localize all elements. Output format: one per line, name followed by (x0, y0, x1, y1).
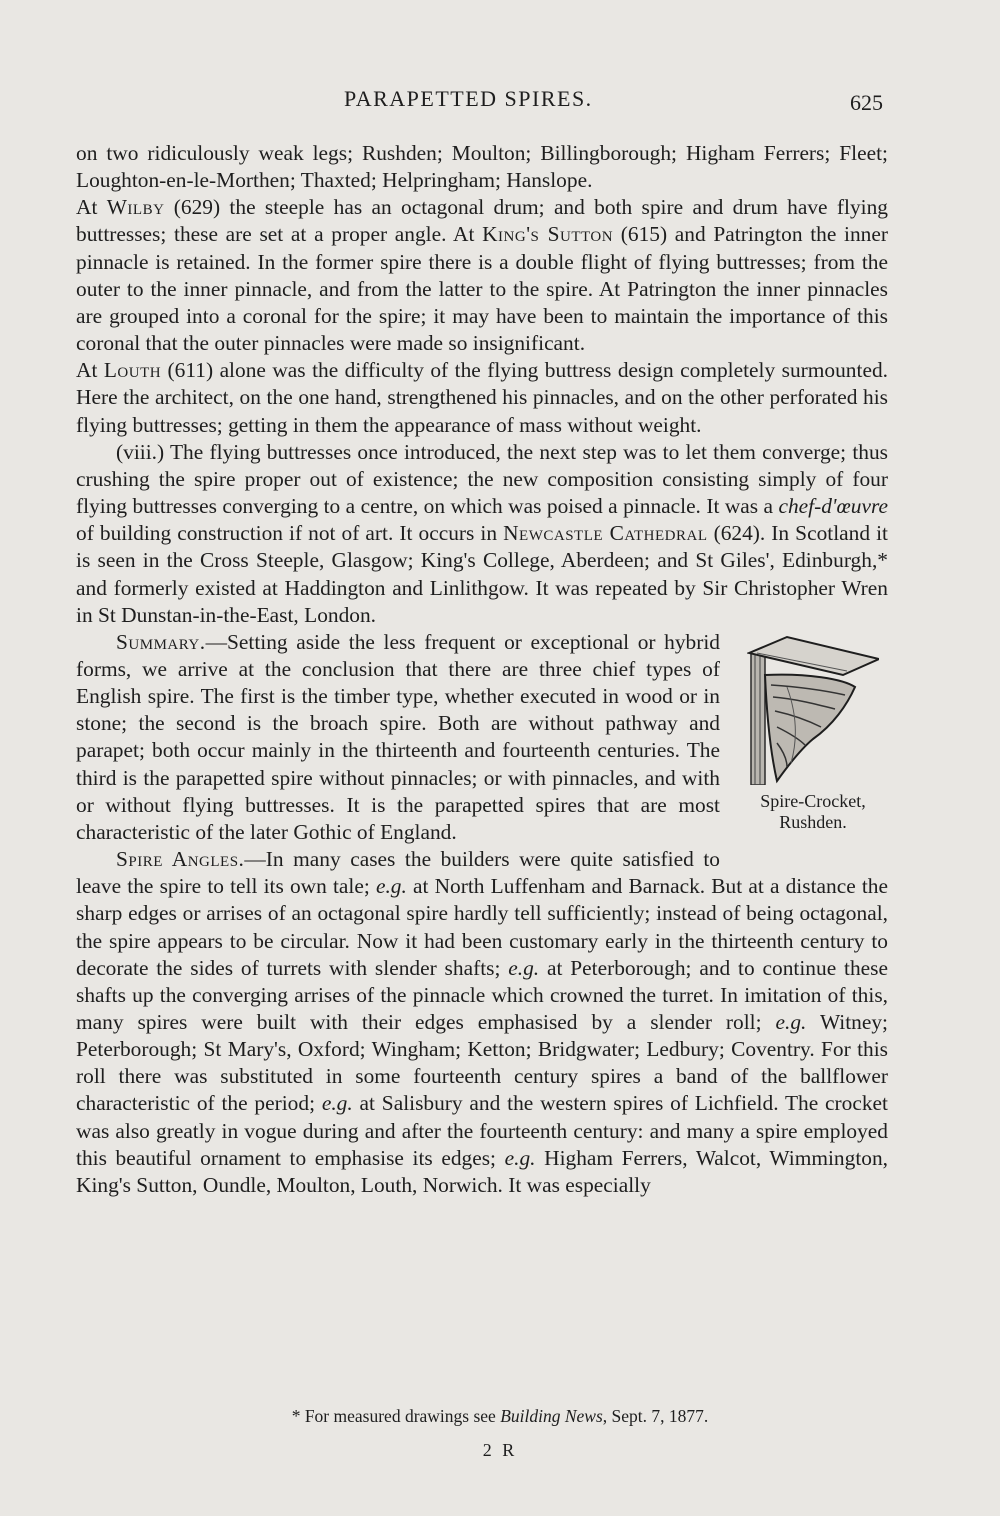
italic-title: Building News (500, 1406, 603, 1426)
text-run: (615) and Patrington the inner pinnacle is retained. In the former spire there is a double flight of flying buttresses; from the outer to the inner pinnacle, and from the latter to the spire. At Patrington the inner pinnacles are grouped into a coronal for the spire; it may have been to maintain the importance of this coronal that the outer pinnacles were made so insignificant. (76, 222, 888, 356)
text-run: Higham Ferrers, Walcot, Wimmington, King's Sutton, Oundle, Moulton, Louth, Norwich. It was especially (76, 1145, 889, 1197)
text-run: (624). In Scotland it is seen in the Cross Steeple, Glasgow; King's College, Aberdeen; and St Giles', Edinburgh,* and formerly existed at Haddington and Linlithgow. It was repeated by Sir Christopher Wren in St Dunstan-in-the-East, London. (76, 521, 888, 627)
place-name-wilby: Wilby (106, 195, 165, 220)
italic-eg: e.g. (321, 1091, 353, 1116)
italic-eg: e.g. (508, 955, 540, 980)
text-run: at Peterborough; and to continue these shafts up the converging arrises of the pinnacle which crowned the turret. In imitation of this, many spires were built with their edges emphasised by a slender roll; (76, 955, 888, 1034)
paragraph-1: on two ridiculously weak legs; Rushden; Moulton; Billingborough; Higham Ferrers; Fleet; Loughton-en-le-Morthen; Thaxted; Helpringham; Hanslope. (76, 141, 888, 193)
italic-term: chef-d'œuvre (778, 494, 888, 519)
text-run: Witney; Peterborough; St Mary's, Oxford; Wingham; Ketton; Bridgwater; Ledbury; Coventry. For this roll there was substituted in some fourteenth century spires a band of the ballflower characteristic of the period; (76, 1010, 888, 1116)
page-title: PARAPETTED SPIRES. (344, 86, 593, 111)
paragraph-2 (76, 194, 888, 357)
footnote (0, 1406, 1000, 1427)
figure-caption (738, 791, 888, 833)
text-run: —In many cases the builders were quite satisfied to leave the spire to tell its own tale; (76, 847, 720, 899)
text-run: at North Luffenham and Barnack. But at a distance the sharp edges or arrises of an octagonal spire hardly tell sufficiently; instead of being octagonal, the spire appears to be circular. Now it had been customary early in the thirteenth century to decorate the sides of turrets with slender shafts; (76, 874, 888, 980)
paragraph-4 (76, 439, 888, 629)
spire-crocket-figure (738, 635, 888, 850)
running-head (0, 86, 1000, 120)
place-name-kings-sutton: King's Sutton (482, 222, 614, 247)
text-run: (viii.) The flying buttresses once introduced, the next step was to let them converge; thus crushing the spire proper out of existence; the new composition consisting simply of four flying buttresses converging to a centre, on which was poised a pinnacle. It was a (76, 439, 888, 519)
signature-mark: 2 R (482, 1440, 518, 1460)
text-run: (611) alone was the difficulty of the flying buttress design completely surmounted. Here the architect, on the one hand, strengthened his pinnacles, and on the other perforated his flying buttresses; getting in them the appearance of mass without weight. (76, 358, 888, 437)
text-run: , Sept. 7, 1877. (602, 1406, 709, 1426)
paragraph-3 (76, 357, 888, 438)
text-run: —Setting aside the less frequent or exceptional or hybrid forms, we arrive at the conclusion that there are three chief types of English spire. The first is the timber type, whether executed in wood or in stone; the second is the broach spire. Both are without pathway and parapet; both occur mainly in the thirteenth and fourteenth centuries. The third is the parapetted spire without pinnacles; or with pinnacles, and with or without flying buttresses. It is the parapetted spires that are most characteristic of the later Gothic of England. (76, 629, 720, 844)
section-heading-spire-angles: Spire Angles. (116, 847, 245, 872)
section-heading-summary: Summary. (116, 629, 206, 654)
caption-line: Spire-Crocket, (760, 790, 866, 811)
text-run: of building construction if not of art. It occurs in (76, 521, 504, 546)
text-run: (629) the steeple has an octagonal drum; and both spire and drum have flying buttresses; these are set at a proper angle. At (76, 195, 888, 247)
italic-eg: e.g. (775, 1010, 807, 1034)
text-run: At (76, 358, 104, 383)
italic-eg: e.g. (375, 874, 407, 899)
text-run: at Salisbury and the western spires of Lichfield. The crocket was also greatly in vogue during and after the fourteenth century: and many a spire employed this beautiful ornament to emphasise its edges; (76, 1091, 888, 1170)
spire-crocket-illustration (747, 635, 879, 785)
body-text (76, 140, 888, 1199)
text-run: * For measured drawings see (291, 1406, 501, 1426)
place-name-louth: Louth (103, 358, 162, 383)
place-name-newcastle: Newcastle Cathedral (503, 521, 708, 546)
page-number: 625 (850, 90, 883, 115)
text-run: At (76, 195, 107, 220)
italic-eg: e.g. (504, 1145, 536, 1170)
paragraph-6 (76, 846, 888, 1199)
caption-line: Rushden. (779, 811, 847, 832)
